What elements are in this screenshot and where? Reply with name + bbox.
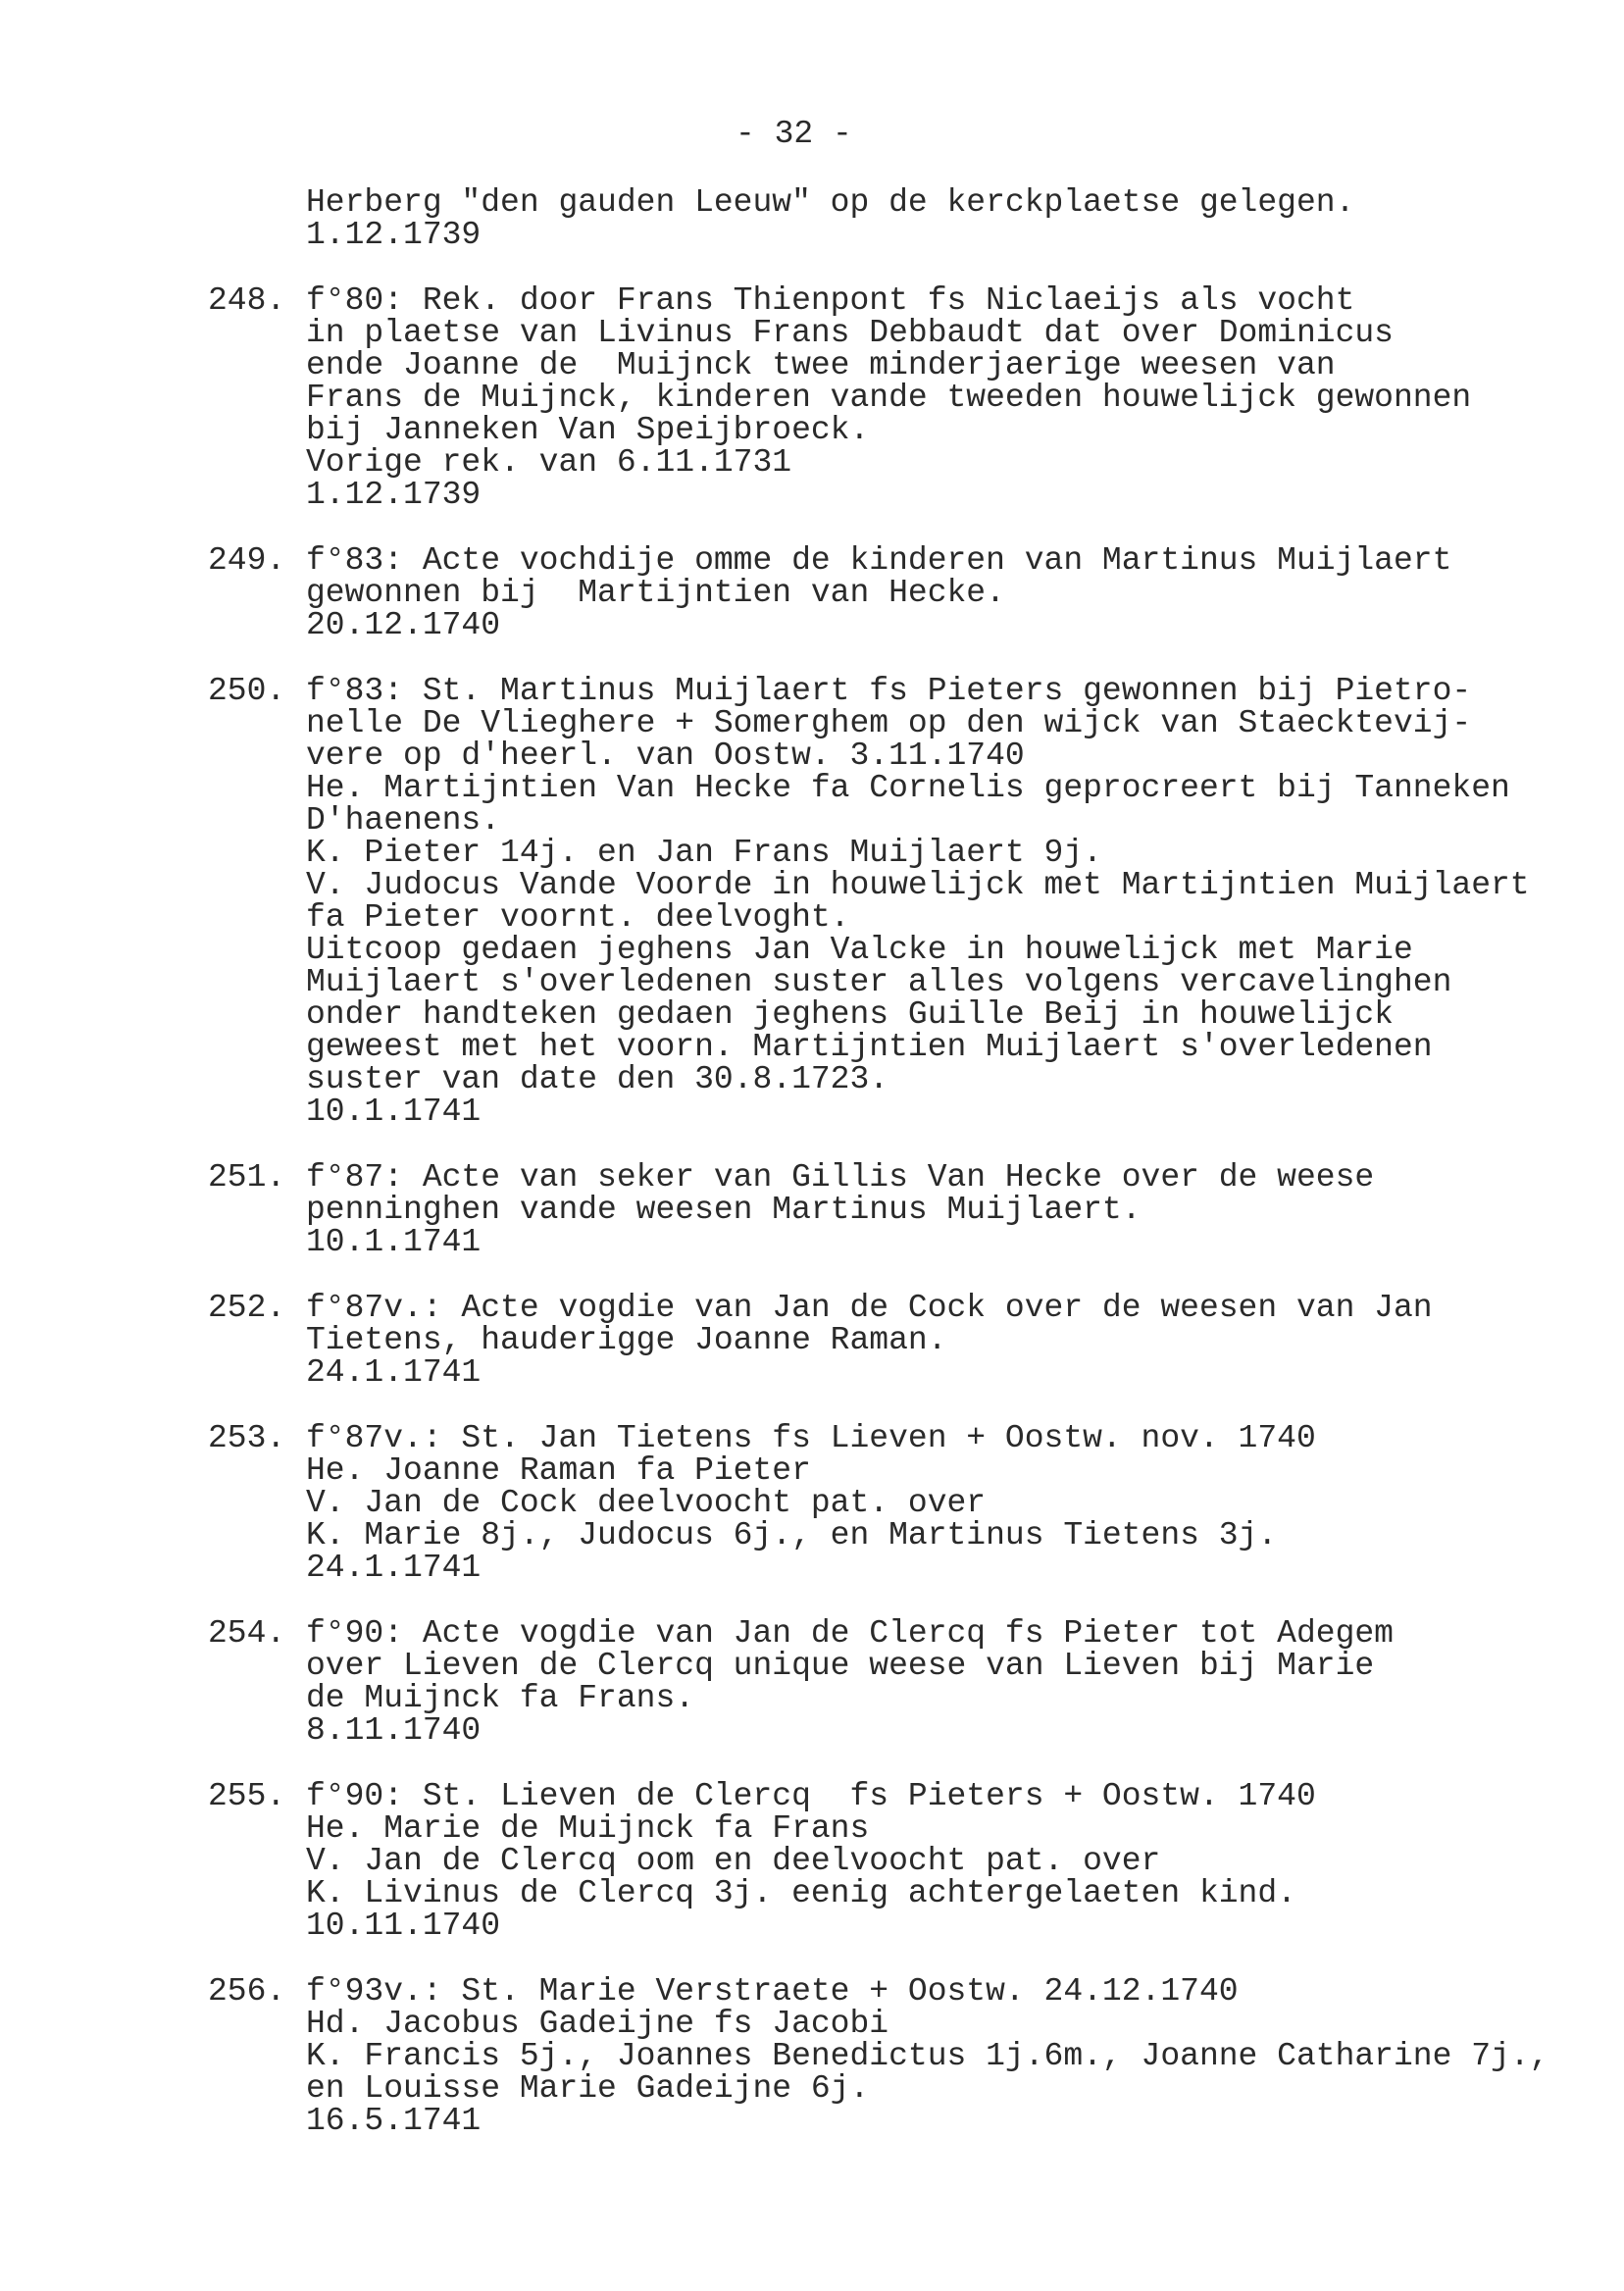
entry-line: f°90: Acte vogdie van Jan de Clercq fs Pieter tot Adegem bbox=[306, 1615, 1394, 1652]
entry-line: Vorige rek. van 6.11.1731 bbox=[306, 444, 792, 481]
entry-number: 251. bbox=[208, 1159, 286, 1196]
entry-line: Uitcoop gedaen jeghens Jan Valcke in houwelijck met Marie bbox=[306, 932, 1413, 968]
entry-line: D'haenens. bbox=[306, 802, 501, 839]
entry-line: fa Pieter voornt. deelvoght. bbox=[306, 899, 850, 936]
entry-line: f°87v.: St. Jan Tietens fs Lieven + Oostw. nov. 1740 bbox=[306, 1420, 1316, 1456]
entry-line: nelle De Vlieghere + Somerghem op den wijck van Staecktevij- bbox=[306, 705, 1472, 741]
entry-line: ende Joanne de Muijnck twee minderjaerige weesen van bbox=[306, 347, 1336, 383]
entry-line: Muijlaert s'overledenen suster alles volgens vercavelinghen bbox=[306, 964, 1452, 1000]
entry-line: V. Jan de Cock deelvoocht pat. over bbox=[306, 1485, 987, 1521]
entry-line: suster van date den 30.8.1723. bbox=[306, 1061, 889, 1097]
entry-line: en Louisse Marie Gadeijne 6j. bbox=[306, 2070, 870, 2107]
entry-line: f°93v.: St. Marie Verstraete + Oostw. 24.12.1740 bbox=[306, 1973, 1239, 2010]
entry-line: 10.1.1741 bbox=[306, 1094, 482, 1130]
entry-line: vere op d'heerl. van Oostw. 3.11.1740 bbox=[306, 738, 1025, 774]
entry-line: f°87v.: Acte vogdie van Jan de Cock over de weesen van Jan bbox=[306, 1290, 1433, 1326]
entry-line: He. Joanne Raman fa Pieter bbox=[306, 1452, 811, 1489]
intro-line: Herberg "den gauden Leeuw" op de kerckplaetse gelegen. bbox=[306, 184, 1355, 221]
entry-line: 10.11.1740 bbox=[306, 1908, 501, 1944]
entry-line: penninghen vande weesen Martinus Muijlaert. bbox=[306, 1192, 1142, 1228]
entry-number: 252. bbox=[208, 1290, 286, 1326]
entry-line: Frans de Muijnck, kinderen vande tweeden houwelijck gewonnen bbox=[306, 380, 1472, 416]
entry-line: 24.1.1741 bbox=[306, 1550, 482, 1586]
entry-line: f°83: St. Martinus Muijlaert fs Pieters gewonnen bij Pietro- bbox=[306, 673, 1472, 709]
intro-line: 1.12.1739 bbox=[306, 217, 482, 253]
entry-number: 250. bbox=[208, 673, 286, 709]
entry-line: f°80: Rek. door Frans Thienpont fs Niclaeijs als vocht bbox=[306, 282, 1355, 319]
entry-number: 253. bbox=[208, 1420, 286, 1456]
entry-line: He. Marie de Muijnck fa Frans bbox=[306, 1810, 870, 1847]
entry-line: Hd. Jacobus Gadeijne fs Jacobi bbox=[306, 2006, 889, 2042]
entry-line: K. Marie 8j., Judocus 6j., en Martinus Tietens 3j. bbox=[306, 1517, 1278, 1553]
entry-line: V. Jan de Clercq oom en deelvoocht pat. over bbox=[306, 1843, 1161, 1879]
entry-number: 249. bbox=[208, 542, 286, 579]
entry-line: de Muijnck fa Frans. bbox=[306, 1680, 695, 1716]
entry-line: He. Martijntien Van Hecke fa Cornelis geprocreert bij Tanneken bbox=[306, 770, 1510, 806]
entry-line: 10.1.1741 bbox=[306, 1224, 482, 1260]
entry-line: bij Janneken Van Speijbroeck. bbox=[306, 412, 870, 448]
entry-line: 24.1.1741 bbox=[306, 1354, 482, 1391]
entry-number: 254. bbox=[208, 1615, 286, 1652]
entry-line: onder handteken gedaen jeghens Guille Beij in houwelijck bbox=[306, 996, 1394, 1033]
entry-line: in plaetse van Livinus Frans Debbaudt dat over Dominicus bbox=[306, 315, 1394, 351]
entry-line: Tietens, hauderigge Joanne Raman. bbox=[306, 1322, 947, 1358]
entry-line: K. Livinus de Clercq 3j. eenig achtergelaeten kind. bbox=[306, 1875, 1296, 1911]
entry-number: 248. bbox=[208, 282, 286, 319]
page-number: - 32 - bbox=[736, 116, 852, 152]
entry-number: 256. bbox=[208, 1973, 286, 2010]
entry-line: geweest met het voorn. Martijntien Muijlaert s'overledenen bbox=[306, 1029, 1433, 1065]
entry-line: f°90: St. Lieven de Clercq fs Pieters + Oostw. 1740 bbox=[306, 1778, 1316, 1814]
entry-line: 1.12.1739 bbox=[306, 477, 482, 513]
entry-number: 255. bbox=[208, 1778, 286, 1814]
entry-line: K. Francis 5j., Joannes Benedictus 1j.6m., Joanne Catharine 7j., bbox=[306, 2038, 1549, 2074]
entry-line: over Lieven de Clercq unique weese van Lieven bij Marie bbox=[306, 1648, 1375, 1684]
entry-line: K. Pieter 14j. en Jan Frans Muijlaert 9j. bbox=[306, 835, 1102, 871]
entry-line: V. Judocus Vande Voorde in houwelijck met Martijntien Muijlaert bbox=[306, 867, 1530, 903]
entry-line: gewonnen bij Martijntien van Hecke. bbox=[306, 575, 1005, 611]
entry-line: f°87: Acte van seker van Gillis Van Hecke over de weese bbox=[306, 1159, 1375, 1196]
entry-line: 16.5.1741 bbox=[306, 2103, 482, 2139]
entry-line: 8.11.1740 bbox=[306, 1712, 482, 1749]
entry-line: f°83: Acte vochdije omme de kinderen van Martinus Muijlaert bbox=[306, 542, 1452, 579]
entry-line: 20.12.1740 bbox=[306, 607, 501, 643]
